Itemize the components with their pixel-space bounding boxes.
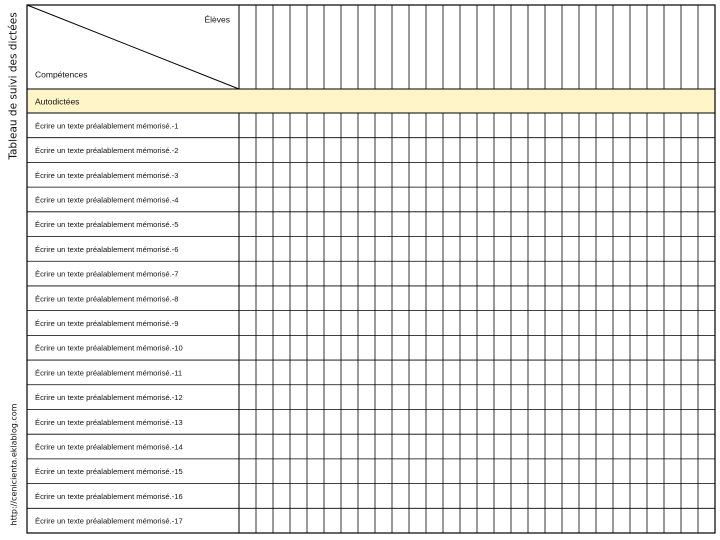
- skill-row-label: Écrire un texte préalablement mémorisé.-7: [35, 269, 179, 279]
- side-title-text: Tableau de suivi des dictées: [8, 11, 21, 160]
- skill-row-label: Écrire un texte préalablement mémorisé.-10: [35, 343, 183, 353]
- skill-row-label: Écrire un texte préalablement mémorisé.-3: [35, 170, 179, 180]
- skill-row-label: Écrire un texte préalablement mémorisé.-8: [35, 294, 179, 304]
- side-url-text: http://cenicienta.eklablog.com: [9, 403, 19, 525]
- section-band: [27, 89, 715, 113]
- skill-row-label: Écrire un texte préalablement mémorisé.-11: [35, 368, 183, 378]
- skill-row-label: Écrire un texte préalablement mémorisé.-16: [35, 491, 183, 501]
- skill-row-label: Écrire un texte préalablement mémorisé.-5: [35, 220, 179, 230]
- skill-row-label: Écrire un texte préalablement mémorisé.-15: [35, 467, 183, 477]
- skill-row-label: Écrire un texte préalablement mémorisé.-1: [35, 121, 179, 131]
- skill-row-label: Écrire un texte préalablement mémorisé.-13: [35, 417, 183, 427]
- skill-row-label: Écrire un texte préalablement mémorisé.-17: [35, 516, 183, 526]
- students-label: Élèves: [204, 14, 230, 25]
- skill-row-label: Écrire un texte préalablement mémorisé.-4: [35, 195, 179, 205]
- skill-row-label: Écrire un texte préalablement mémorisé.-6: [35, 244, 179, 254]
- skills-label: Compétences: [35, 69, 88, 80]
- skill-row-label: Écrire un texte préalablement mémorisé.-14: [35, 442, 183, 452]
- skill-row-label: Écrire un texte préalablement mémorisé.-9: [35, 319, 179, 328]
- section-label: Autodictées: [35, 96, 80, 107]
- skill-row-label: Écrire un texte préalablement mémorisé.-2: [35, 146, 179, 156]
- skill-row-label: Écrire un texte préalablement mémorisé.-12: [35, 393, 183, 403]
